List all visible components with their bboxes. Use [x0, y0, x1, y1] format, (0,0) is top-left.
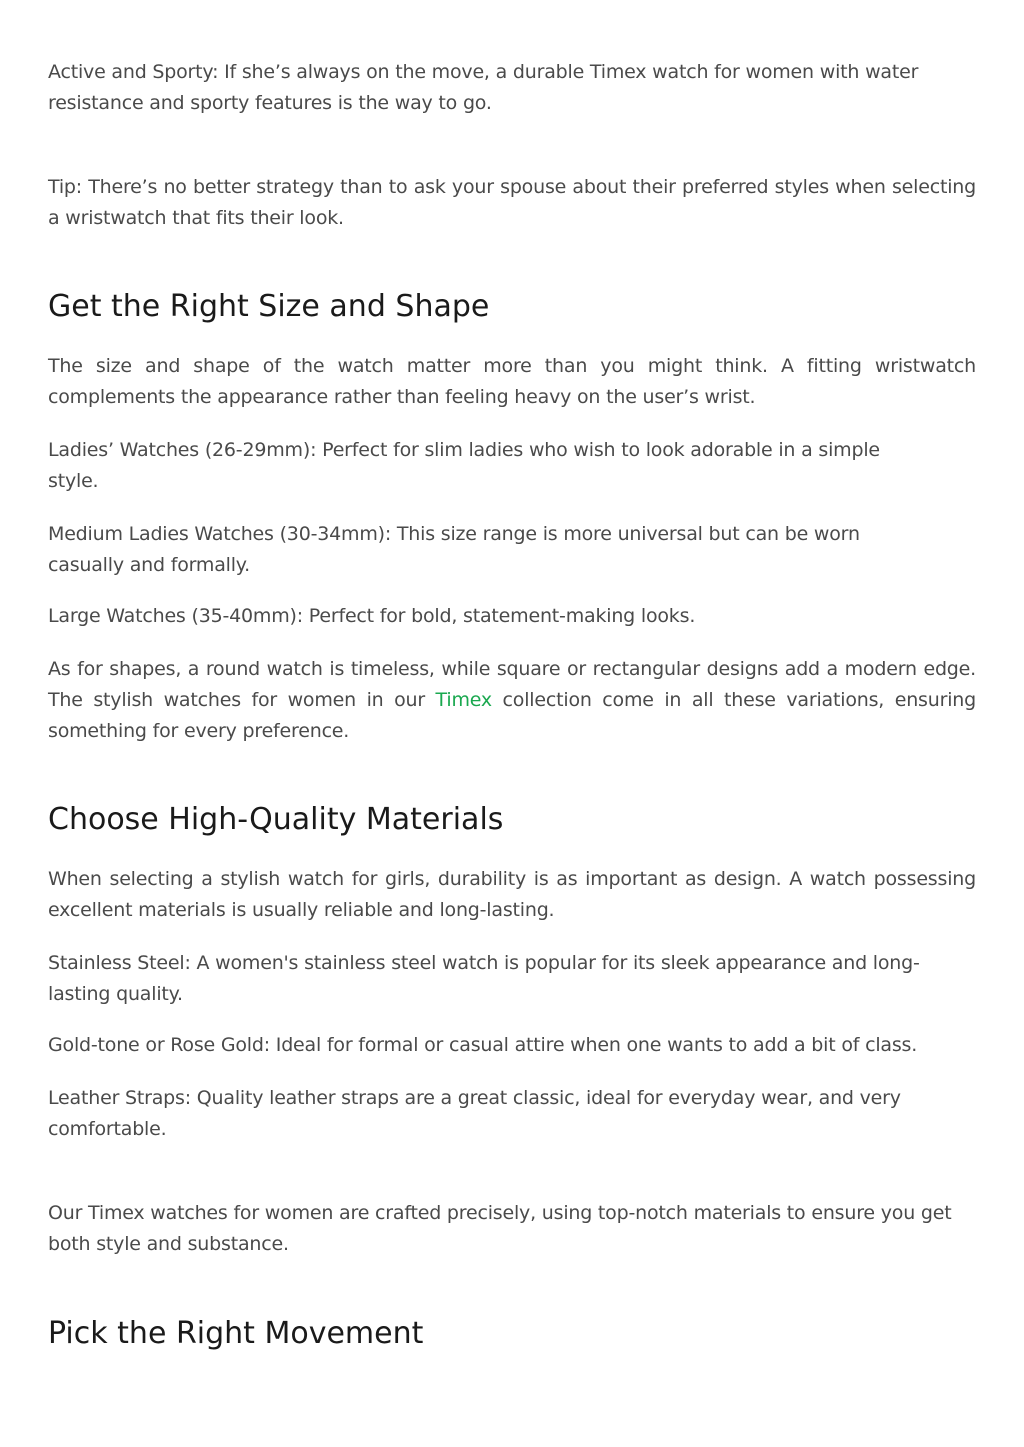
paragraph-gold-tone: Gold-tone or Rose Gold: Ideal for formal or casual attire when one wants to add a bit of class. [48, 1034, 918, 1056]
heading-materials: Choose High-Quality Materials [48, 802, 504, 837]
paragraph-shapes [48, 654, 976, 747]
heading-movement: Pick the Right Movement [48, 1316, 424, 1351]
paragraph-materials-intro: When selecting a stylish watch for girls, durability is as important as design. A watch possessing excellent materials is usually reliable and long-lasting. [48, 868, 976, 921]
paragraph-leather-straps: Leather Straps: Quality leather straps are a great classic, ideal for everyday wear, and very comfortable. [48, 1087, 901, 1140]
shapes-text-before: As for shapes, a round watch is timeless, while square or rectangular designs add a modern edge. The stylish watches for women in our [48, 658, 976, 711]
paragraph-ladies-watches: Ladies’ Watches (26-29mm): Perfect for slim ladies who wish to look adorable in a simple style. [48, 439, 880, 492]
paragraph-materials-outro: Our Timex watches for women are crafted precisely, using top-notch materials to ensure you get both style and substance. [48, 1202, 952, 1255]
paragraph-stainless-steel: Stainless Steel: A women's stainless steel watch is popular for its sleek appearance and long-lasting quality. [48, 952, 920, 1005]
heading-size-shape: Get the Right Size and Shape [48, 289, 490, 324]
paragraph-medium-watches: Medium Ladies Watches (30-34mm): This size range is more universal but can be worn casually and formally. [48, 523, 860, 576]
paragraph-tip: Tip: There’s no better strategy than to ask your spouse about their preferred styles when selecting a wristwatch that fits their look. [48, 176, 976, 229]
paragraph-active-sporty: Active and Sporty: If she’s always on the move, a durable Timex watch for women with water resistance and sporty features is the way to go. [48, 61, 919, 114]
paragraph-size-intro: The size and shape of the watch matter more than you might think. A fitting wristwatch complements the appearance rather than feeling heavy on the user’s wrist. [48, 355, 976, 408]
paragraph-large-watches: Large Watches (35-40mm): Perfect for bold, statement-making looks. [48, 605, 696, 627]
shapes-text-after: collection come in all these variations, ensuring something for every preference. [48, 689, 976, 742]
timex-collection-link[interactable]: Timex [435, 689, 492, 711]
